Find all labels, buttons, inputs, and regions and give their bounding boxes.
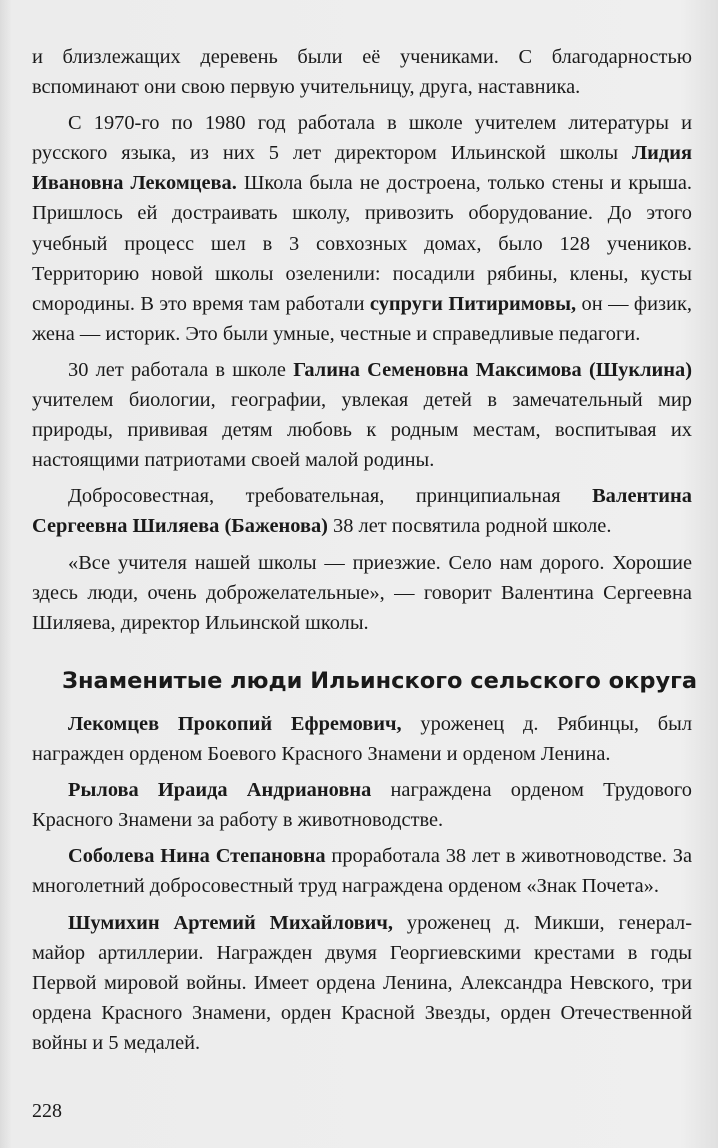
top-text-section — [32, 42, 692, 644]
entry-shumikhin — [32, 908, 692, 1058]
paragraph-maksimova — [32, 355, 692, 475]
text-run: уроженец д. Микши, генерал-майор артиллерии. Награжден двумя Георгиевскими крестами в годы Первой мировой войны. Имеет ордена Ленина, Александра Невского, три ордена Красного Знамени, орден Красной Звезды, орден Отечественной войны и 5 медалей. — [32, 911, 692, 1054]
text-run: он — физик, жена — историк. Это были умные, честные и справедливые педагоги. — [32, 292, 692, 345]
text-run: 38 лет посвятила родной школе. — [327, 515, 612, 538]
bold-name: Галина Семеновна Максимова (Шуклина) — [293, 358, 692, 381]
text-run: награждена орденом Трудового Красного Знамени за работу в животноводстве. — [32, 779, 692, 832]
entry-lekomtsev — [32, 709, 692, 769]
bold-name: Лекомцев Прокопий Ефремович, — [68, 713, 402, 735]
paragraph-lekomtseva — [32, 108, 692, 349]
entry-rylova — [32, 775, 692, 835]
bold-name: Рылова Ираида Андриановна — [68, 779, 372, 802]
text-run: уроженец д. Рябинцы, был награжден орденом Боевого Красного Знамени и орденом Ленина. — [32, 713, 692, 766]
famous-people-section — [32, 709, 692, 1064]
bold-name: Соболева Нина Степановна — [68, 845, 326, 868]
bold-name: Валентина Сергеевна Шиляева (Баженова) — [32, 485, 692, 538]
text-run: учителем биологии, географии, увлекая детей в замечательный мир природы, прививая детям любовь к родным местам, воспитывая их настоящими патриотами своей малой родины. — [32, 389, 692, 472]
bold-name: Шумихин Артемий Михайлович, — [68, 911, 394, 934]
paragraph-shilyaeva — [32, 481, 692, 541]
text-run: С 1970-го по 1980 год работала в школе учителем литературы и русского языка, из них 5 лет директором Ильинской школы — [32, 112, 692, 165]
text-run: Добросовестная, требовательная, принципиальная — [68, 485, 593, 508]
page-number: 228 — [32, 1100, 62, 1122]
text-run: Школа была не достроена, только стены и крыша. Пришлось ей достраивать школу, привозить оборудование. До этого учебный процесс шел в 3 совхозных домах, было 128 учеников. Территорию новой школы озеленили: посадили рябины, клены, кусты смородины. В это время там работали — [32, 172, 692, 315]
paragraph-continuation: и близлежащих деревень были её учениками. С благодарностью вспоминают они свою первую учительницу, друга, наставника. — [32, 46, 692, 99]
section-heading: Знаменитые люди Ильинского сельского округа — [62, 668, 698, 694]
bold-name: Лидия Ивановна Лекомцева. — [32, 142, 692, 195]
text-run: 30 лет работала в школе — [68, 358, 294, 381]
paragraph-quote: «Все учителя нашей школы — приезжие. Село нам дорого. Хорошие здесь люди, очень доброжелательные», — говорит Валентина Сергеевна Шиляева, директор Ильинской школы. — [32, 551, 692, 634]
bold-name: супруги Питиримовы, — [369, 292, 577, 315]
entry-soboleva — [32, 841, 692, 901]
text-run: проработала 38 лет в животноводстве. За многолетний добросовестный труд награждена орденом «Знак Почета». — [32, 845, 692, 898]
